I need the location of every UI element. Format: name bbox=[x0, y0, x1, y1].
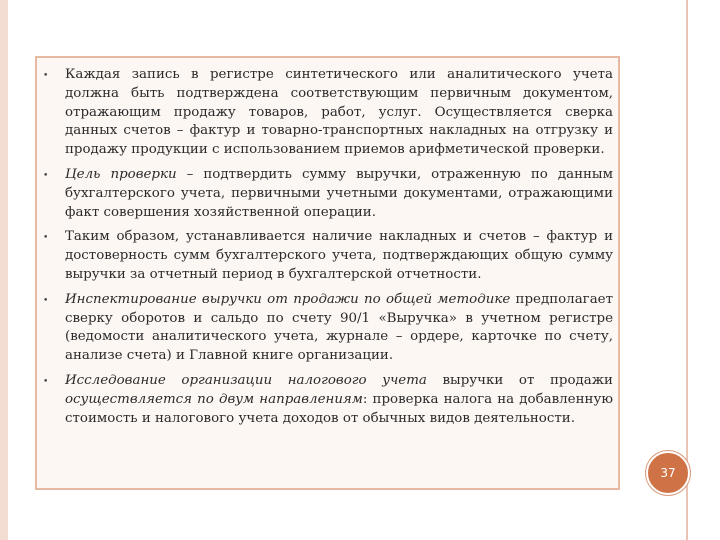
bullet-dot-icon: • bbox=[43, 170, 49, 181]
left-decor-bar bbox=[0, 0, 8, 540]
bullet-dot-icon: • bbox=[43, 295, 49, 306]
bullet-dot-icon: • bbox=[43, 376, 49, 387]
bullet-dot-icon: • bbox=[43, 71, 49, 81]
bullet-text: – подтвердить сумму выручки, отраженную по данным бухгалтерского учета, первичными учетными документами, отражающими факт совершения хозяйственной операции. bbox=[65, 166, 614, 220]
bullet-item bbox=[43, 291, 614, 366]
bullet-item bbox=[43, 66, 613, 160]
bullet-text: предполагает сверку оборотов и сальдо по счету 90/1 «Выручка» в учетном регистре (ведомости аналитического учета, журнале – ордере, карточке по счету, анализе счета) и Главной книге организации. bbox=[65, 291, 614, 364]
bullet-text-italic: Цель проверки bbox=[65, 166, 177, 182]
bullet-text-italic: Инспектирование выручки от продажи по общей методике bbox=[65, 291, 511, 307]
right-decor-line bbox=[686, 0, 688, 540]
bullet-text: : проверка налога на добавленную стоимость и налогового учета доходов от обычных видов деятельности. bbox=[65, 391, 613, 426]
bullet-item bbox=[43, 166, 614, 222]
bullet-item bbox=[43, 228, 613, 284]
bullet-item bbox=[43, 372, 613, 428]
bullet-list bbox=[43, 66, 614, 434]
bullet-text: выручки от продажи bbox=[426, 372, 613, 388]
bullet-text-italic: осуществляется по двум направлениям bbox=[65, 391, 363, 407]
page-number-badge: 37 bbox=[646, 451, 690, 495]
bullet-dot-icon: • bbox=[43, 233, 49, 244]
bullet-text: Таким образом, устанавливается наличие накладных и счетов – фактур и достоверность сумм бухгалтерского учета, подтверждающих общую сумму выручки за отчетный период в бухгалтерской отчетности. bbox=[65, 229, 613, 282]
bullet-text: Каждая запись в регистре синтетического или аналитического учета должна быть подтверждена соответствующим первичным документом, отражающим продажу товаров, работ, услуг. Осуществляется сверка данных счетов – фактур и товарно-транспортных накладных на отгрузку и продажу продукции с использованием приемов арифметической проверки. bbox=[65, 67, 613, 158]
content-frame bbox=[35, 56, 620, 490]
bullet-text-italic: Исследование организации налогового учета bbox=[65, 372, 427, 388]
